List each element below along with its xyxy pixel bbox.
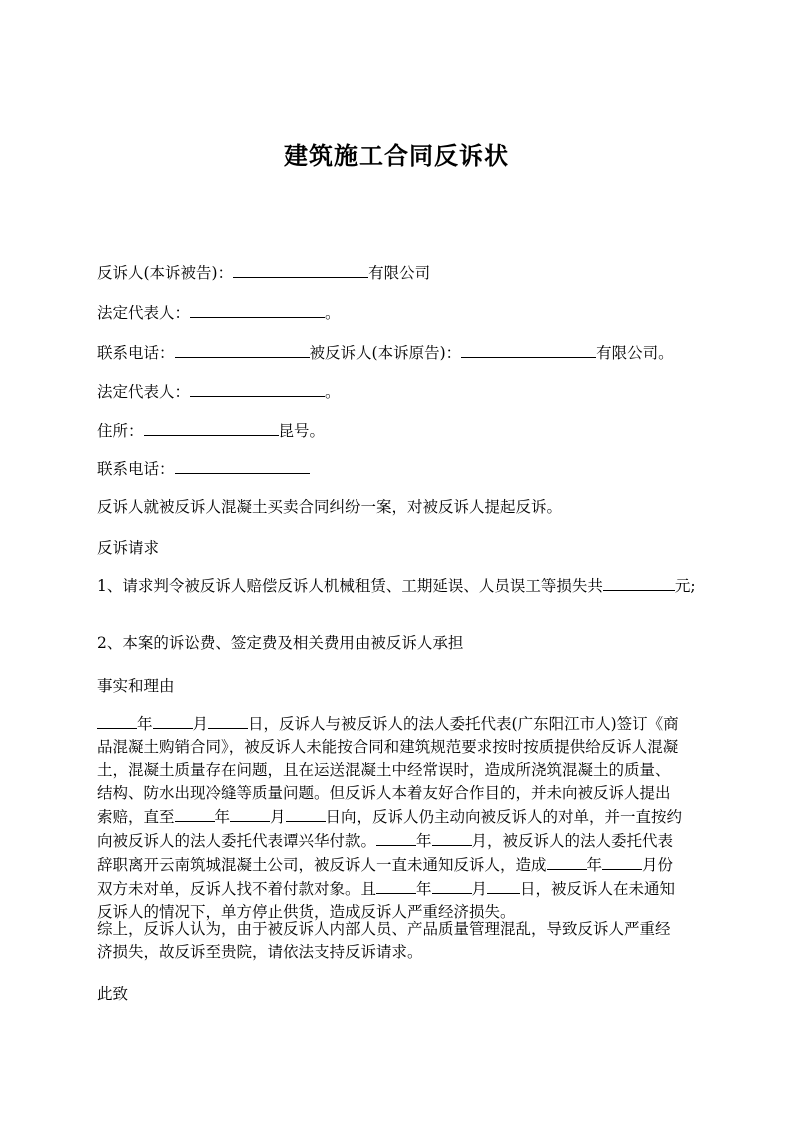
intro-line: 反诉人就被反诉人混凝土买卖合同纠纷一案，对被反诉人提起反诉。 xyxy=(97,498,563,516)
defendant-label: 被反诉人(本诉原告)： xyxy=(309,344,462,362)
claim-1-line xyxy=(97,574,696,597)
address-blank xyxy=(144,419,279,436)
legal-rep-1-label: 法定代表人： xyxy=(97,304,191,322)
facts-heading: 事实和理由 xyxy=(97,677,175,695)
defendant-blank xyxy=(461,341,596,358)
document-title: 建筑施工合同反诉状 xyxy=(284,142,509,170)
facts-text: 日，反诉人与被反诉人的法人委托代表(广东阳江市人)签订《商 xyxy=(248,715,679,733)
blank-year xyxy=(376,877,416,894)
facts-text: 月，被反诉人的法人委托代表 xyxy=(471,832,674,850)
conclusion-paragraph xyxy=(97,918,697,964)
month-text: 月 xyxy=(270,808,286,826)
year-text: 年 xyxy=(137,715,153,733)
conclusion-line: 综上，反诉人认为，由于被反诉人内部人员、产品质量管理混乱，导致反诉人严重经 xyxy=(97,920,671,938)
blank-day xyxy=(487,877,520,894)
facts-text: 索赔，直至 xyxy=(97,808,175,826)
blank-year xyxy=(175,805,215,822)
facts-line: 品混凝土购销合同》，被反诉人未能按合同和建筑规范要求按时按质提供给反诉人混凝 xyxy=(97,738,679,756)
month-text: 月 xyxy=(192,715,209,733)
blank-month xyxy=(230,805,270,822)
defendant-suffix: 有限公司。 xyxy=(596,344,674,362)
facts-line: 反诉人的情况下，单方停止供货，造成反诉人严重经济损失。 xyxy=(97,903,516,921)
year-text: 年 xyxy=(416,832,432,850)
year-text: 年 xyxy=(586,856,603,874)
facts-line xyxy=(97,805,697,829)
blank-month xyxy=(602,853,642,870)
claim-1-text: 1、请求判令被反诉人赔偿反诉人机械租赁、工期延误、人员误工等损失共 xyxy=(97,577,603,595)
counter-plaintiff-blank xyxy=(233,261,368,278)
legal-rep-2-suffix: 。 xyxy=(325,383,341,401)
address-label: 住所： xyxy=(97,422,144,440)
conclusion-line: 济损失，故反诉至贵院，请依法支持反诉请求。 xyxy=(97,943,423,961)
year-text: 年 xyxy=(214,808,231,826)
facts-text: 双方未对单，反诉人找不着付款对象。且 xyxy=(97,880,377,898)
counter-plaintiff-label: 反诉人(本诉被告)： xyxy=(97,264,234,282)
legal-rep-2-blank xyxy=(190,380,325,397)
phone-2-label: 联系电话： xyxy=(97,460,175,478)
facts-line xyxy=(97,853,697,877)
facts-text: 辞职离开云南筑城混凝土公司，被反诉人一直未通知反诉人，造成 xyxy=(97,856,547,874)
facts-line: 结构、防水出现冷缝等质量问题。但反诉人本着友好合作目的，并未向被反诉人提出 xyxy=(97,784,671,802)
facts-line xyxy=(97,877,697,901)
phone-2-blank xyxy=(175,457,310,474)
year-text: 年 xyxy=(416,880,432,898)
facts-paragraph xyxy=(97,712,697,924)
claims-heading: 反诉请求 xyxy=(97,539,160,557)
blank-year xyxy=(97,712,137,729)
legal-rep-2-label: 法定代表人： xyxy=(97,383,191,401)
claim-2-line: 2、本案的诉讼费、签定费及相关费用由被反诉人承担 xyxy=(97,634,464,652)
facts-text: 日向，反诉人仍主动向被反诉人的对单，并一直按约 xyxy=(325,808,683,826)
address-suffix: 昆号。 xyxy=(278,422,326,440)
counter-plaintiff-line xyxy=(97,261,430,284)
legal-rep-1-suffix: 。 xyxy=(325,304,341,322)
blank-year xyxy=(376,829,416,846)
facts-text: 日，被反诉人在未通知 xyxy=(520,880,676,898)
legal-rep-2-line xyxy=(97,380,341,403)
closing-line: 此致 xyxy=(97,985,129,1003)
phone-1-blank xyxy=(175,341,310,358)
legal-rep-1-blank xyxy=(190,301,325,318)
facts-line xyxy=(97,712,697,736)
address-line xyxy=(97,419,325,442)
phone-1-label: 联系电话： xyxy=(97,344,175,362)
month-text: 月 xyxy=(471,880,488,898)
counter-plaintiff-suffix: 有限公司 xyxy=(368,264,431,282)
facts-text: 向被反诉人的法人委托代表谭兴华付款。 xyxy=(97,832,377,850)
claim-1-suffix: 元; xyxy=(674,577,696,595)
blank-month xyxy=(432,877,472,894)
phone-1-line xyxy=(97,341,674,364)
facts-line xyxy=(97,829,697,853)
legal-rep-1-line xyxy=(97,301,341,324)
blank-month xyxy=(432,829,472,846)
claim-1-blank xyxy=(603,574,675,591)
blank-day xyxy=(208,712,248,729)
blank-month xyxy=(153,712,193,729)
blank-year xyxy=(547,853,587,870)
phone-2-line xyxy=(97,457,310,480)
facts-line: 土，混凝土质量存在问题，且在运送混凝土中经常误时，造成所浇筑混凝土的质量、 xyxy=(97,761,671,779)
blank-day xyxy=(286,805,326,822)
facts-text: 月份 xyxy=(642,856,674,874)
